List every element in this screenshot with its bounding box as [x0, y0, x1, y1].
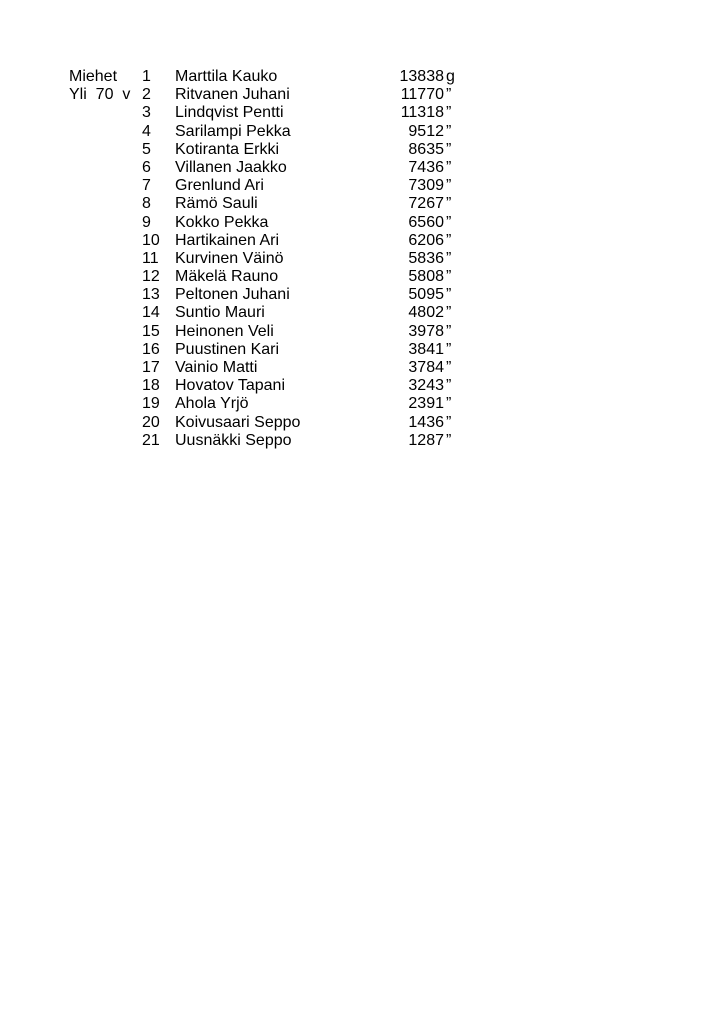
score-value: 6560 [408, 213, 444, 231]
competitor-name: Puustinen Kari [175, 340, 280, 358]
result-row-15 [69, 323, 459, 341]
competitor-name: Ritvanen Juhani [175, 86, 290, 104]
competitor-name: Marttila Kauko [175, 68, 278, 85]
ditto-mark: ” [446, 322, 452, 340]
score-value: 6206 [408, 231, 444, 249]
score-value: 8635 [408, 140, 444, 158]
competitor-name: Koivusaari Seppo [175, 413, 301, 431]
ditto-mark: ” [446, 158, 452, 176]
ditto-mark: ” [446, 122, 452, 140]
score-value: 3784 [408, 359, 444, 376]
ditto-mark: ” [446, 431, 452, 449]
ditto-mark: ” [446, 195, 452, 213]
result-row-8 [69, 195, 459, 213]
result-row-1 [69, 68, 459, 86]
ditto-mark: ” [446, 340, 452, 358]
result-row-14 [69, 304, 459, 322]
ditto-mark: ” [446, 86, 452, 104]
competitor-name: Kotiranta Erkki [175, 140, 280, 158]
result-row-3 [69, 104, 459, 122]
result-row-21 [69, 432, 459, 450]
ditto-mark: ” [446, 213, 452, 231]
rank-number: 10 [142, 231, 160, 249]
score-value: 1287 [408, 431, 444, 449]
competitor-name: Hovatov Tapani [175, 377, 285, 395]
score-value: 5095 [408, 286, 444, 304]
score-unit: g [446, 68, 455, 85]
ditto-mark: ” [446, 359, 452, 376]
rank-number: 16 [142, 340, 160, 358]
result-row-12 [69, 268, 459, 286]
result-row-20 [69, 414, 459, 432]
ditto-mark: ” [446, 286, 452, 304]
score-value: 11318 [400, 104, 444, 122]
result-row-2 [69, 86, 459, 104]
rank-number: 7 [142, 177, 151, 195]
score-value: 1436 [408, 413, 444, 431]
rank-number: 19 [142, 395, 160, 413]
result-row-4 [69, 123, 459, 141]
score-value: 7267 [408, 195, 444, 213]
competitor-name: Lindqvist Pentti [175, 104, 284, 122]
ditto-mark: ” [446, 249, 452, 267]
rank-number: 8 [142, 195, 151, 213]
result-row-16 [69, 341, 459, 359]
score-value: 2391 [408, 395, 444, 413]
ditto-mark: ” [446, 177, 452, 195]
score-value: 11770 [400, 86, 444, 104]
competitor-name: Heinonen Veli [175, 322, 274, 340]
competitor-name: Kurvinen Väinö [175, 249, 284, 267]
ditto-mark: ” [446, 231, 452, 249]
competitor-name: Uusnäkki Seppo [175, 431, 292, 449]
rank-number: 21 [142, 431, 160, 449]
result-row-5 [69, 141, 459, 159]
competitor-name: Rämö Sauli [175, 195, 258, 213]
rank-number: 6 [142, 158, 151, 176]
rank-number: 13 [142, 286, 160, 304]
result-row-13 [69, 286, 459, 304]
rank-number: 12 [142, 268, 160, 286]
rank-number: 15 [142, 322, 160, 340]
result-row-9 [69, 214, 459, 232]
category-label: Miehet [69, 68, 118, 85]
rank-number: 11 [142, 249, 159, 267]
rank-number: 14 [142, 304, 160, 322]
score-value: 5836 [408, 249, 444, 267]
ditto-mark: ” [446, 413, 452, 431]
age-group-label: Yli 70 v [69, 86, 131, 104]
competitor-name: Sarilampi Pekka [175, 122, 291, 140]
ditto-mark: ” [446, 395, 452, 413]
result-row-7 [69, 177, 459, 195]
rank-number: 2 [142, 86, 151, 104]
rank-number: 3 [142, 104, 151, 122]
rank-number: 20 [142, 413, 160, 431]
result-row-17 [69, 359, 459, 377]
score-value: 7309 [408, 177, 444, 195]
result-row-18 [69, 377, 459, 395]
result-row-19 [69, 395, 459, 413]
score-value: 4802 [408, 304, 444, 322]
ditto-mark: ” [446, 140, 452, 158]
ditto-mark: ” [446, 304, 452, 322]
ditto-mark: ” [446, 268, 452, 286]
competitor-name: Kokko Pekka [175, 213, 269, 231]
rank-number: 18 [142, 377, 160, 395]
competitor-name: Grenlund Ari [175, 177, 264, 195]
rank-number: 9 [142, 213, 151, 231]
ditto-mark: ” [446, 377, 452, 395]
score-value: 13838 [399, 68, 444, 85]
score-value: 3841 [408, 340, 444, 358]
results-list [69, 68, 459, 450]
ditto-mark: ” [446, 104, 452, 122]
competitor-name: Villanen Jaakko [175, 158, 287, 176]
competitor-name: Peltonen Juhani [175, 286, 290, 304]
score-value: 3978 [408, 322, 444, 340]
competitor-name: Hartikainen Ari [175, 231, 280, 249]
score-value: 9512 [408, 122, 444, 140]
competitor-name: Vainio Matti [175, 359, 258, 376]
result-row-6 [69, 159, 459, 177]
competitor-name: Mäkelä Rauno [175, 268, 279, 286]
rank-number: 4 [142, 122, 151, 140]
score-value: 5808 [408, 268, 444, 286]
score-value: 3243 [408, 377, 444, 395]
competitor-name: Ahola Yrjö [175, 395, 249, 413]
result-row-10 [69, 232, 459, 250]
score-value: 7436 [408, 158, 444, 176]
competitor-name: Suntio Mauri [175, 304, 265, 322]
rank-number: 5 [142, 140, 151, 158]
rank-number: 17 [142, 359, 160, 376]
rank-number: 1 [142, 68, 151, 85]
result-row-11 [69, 250, 459, 268]
